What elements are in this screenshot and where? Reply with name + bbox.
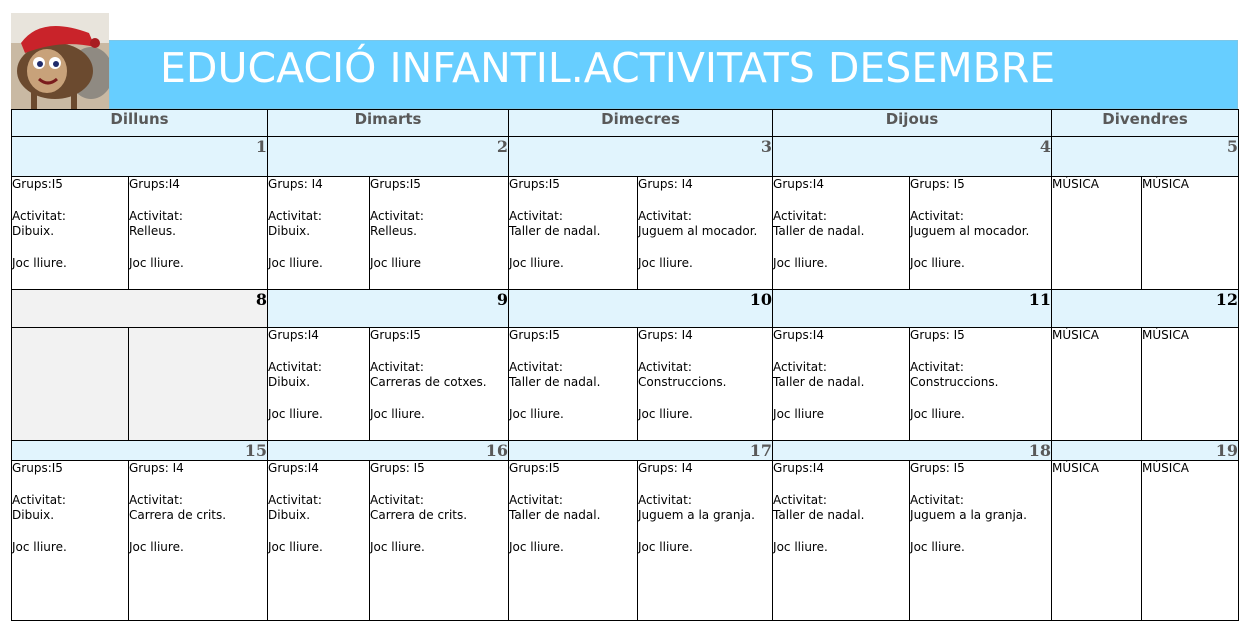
day-number: 5 xyxy=(1052,137,1239,177)
group-label: Grups:I4 xyxy=(268,461,319,475)
empty-cell xyxy=(12,328,129,441)
activity-label: Activitat: xyxy=(773,492,827,507)
activity-cell xyxy=(910,177,1052,290)
activity-cell xyxy=(773,177,910,290)
day-number: 2 xyxy=(268,137,509,177)
free-play-label: Joc lliure. xyxy=(509,406,564,421)
weekday-header: Divendres xyxy=(1052,110,1239,137)
day-number: 19 xyxy=(1052,441,1239,461)
activity-cell xyxy=(129,461,268,621)
activity-cell xyxy=(1142,328,1239,441)
activity-name: Carreras de cotxes. xyxy=(370,375,487,390)
group-label: Grups: I5 xyxy=(370,461,425,475)
activity-label: Activitat: xyxy=(12,208,66,223)
activity-label: Activitat: xyxy=(268,208,322,223)
activity-name: Taller de nadal. xyxy=(773,224,865,239)
group-label: Grups:I5 xyxy=(509,461,560,475)
group-label: Grups: I5 xyxy=(910,328,965,342)
activity-label: Activitat: xyxy=(910,208,964,223)
activity-name: Taller de nadal. xyxy=(509,508,601,523)
activity-label: Activitat: xyxy=(268,492,322,507)
day-number-row xyxy=(12,137,1239,177)
free-play-label: Joc lliure. xyxy=(773,539,828,554)
weekday-header-row xyxy=(12,110,1239,137)
activity-label: Activitat: xyxy=(370,208,424,223)
free-play-label: Joc lliure. xyxy=(129,539,184,554)
group-label: MÚSICA xyxy=(1142,177,1189,191)
free-play-label: Joc lliure. xyxy=(12,539,67,554)
group-label: Grups:I4 xyxy=(773,461,824,475)
activity-cell xyxy=(12,177,129,290)
activity-cell xyxy=(268,177,370,290)
activity-label: Activitat: xyxy=(129,492,183,507)
activity-label: Activitat: xyxy=(129,208,183,223)
tio-de-nadal-icon xyxy=(11,13,109,110)
activity-cell xyxy=(509,177,638,290)
group-label: Grups:I5 xyxy=(370,328,421,342)
activity-row xyxy=(12,328,1239,441)
activity-cell xyxy=(638,328,773,441)
day-number: 3 xyxy=(509,137,773,177)
activity-name: Juguem a la granja. xyxy=(638,508,755,523)
activity-name: Dibuix. xyxy=(268,508,311,523)
day-number: 18 xyxy=(773,441,1052,461)
free-play-label: Joc lliure. xyxy=(370,406,425,421)
activity-cell xyxy=(638,177,773,290)
logo-picture xyxy=(11,13,109,110)
day-number: 11 xyxy=(773,290,1052,328)
activity-name: Dibuix. xyxy=(268,224,311,239)
activity-cell xyxy=(129,177,268,290)
day-number: 4 xyxy=(773,137,1052,177)
free-play-label: Joc lliure. xyxy=(638,255,693,270)
day-number: 16 xyxy=(268,441,509,461)
group-label: Grups:I4 xyxy=(268,328,319,342)
group-label: Grups: I4 xyxy=(638,177,693,191)
group-label: Grups:I4 xyxy=(773,177,824,191)
group-label: Grups:I4 xyxy=(129,177,180,191)
weekday-header: Dimarts xyxy=(268,110,509,137)
free-play-label: Joc lliure. xyxy=(509,255,564,270)
day-number-row xyxy=(12,441,1239,461)
group-label: MÚSICA xyxy=(1142,461,1189,475)
free-play-label: Joc lliure. xyxy=(268,406,323,421)
activity-name: Construccions. xyxy=(910,375,999,390)
activity-cell xyxy=(12,461,129,621)
group-label: MÚSICA xyxy=(1052,328,1099,342)
calendar-table xyxy=(11,109,1239,621)
activity-cell xyxy=(1052,177,1142,290)
activity-name: Taller de nadal. xyxy=(509,224,601,239)
day-number: 17 xyxy=(509,441,773,461)
activity-label: Activitat: xyxy=(12,492,66,507)
activity-cell xyxy=(1142,177,1239,290)
free-play-label: Joc lliure. xyxy=(910,539,965,554)
activity-name: Carrera de crits. xyxy=(370,508,468,523)
activity-row xyxy=(12,461,1239,621)
activity-label: Activitat: xyxy=(370,359,424,374)
weekday-header: Dijous xyxy=(773,110,1052,137)
activity-name: Carrera de crits. xyxy=(129,508,227,523)
free-play-label: Joc lliure. xyxy=(268,539,323,554)
activity-name: Dibuix. xyxy=(12,224,55,239)
activity-cell xyxy=(509,328,638,441)
group-label: Grups:I5 xyxy=(509,177,560,191)
activity-name: Juguem al mocador. xyxy=(910,224,1030,239)
activity-cell xyxy=(910,328,1052,441)
free-play-label: Joc lliure. xyxy=(370,539,425,554)
free-play-label: Joc lliure xyxy=(370,255,421,270)
activity-cell xyxy=(370,177,509,290)
free-play-label: Joc lliure. xyxy=(910,255,965,270)
group-label: MÚSICA xyxy=(1052,461,1099,475)
activity-label: Activitat: xyxy=(638,492,692,507)
free-play-label: Joc lliure. xyxy=(773,255,828,270)
free-play-label: Joc lliure. xyxy=(638,539,693,554)
group-label: Grups: I5 xyxy=(910,177,965,191)
day-number: 1 xyxy=(12,137,268,177)
day-number: 8 xyxy=(12,290,268,328)
activity-calendar xyxy=(11,109,1238,621)
free-play-label: Joc lliure. xyxy=(129,255,184,270)
group-label: Grups: I4 xyxy=(638,328,693,342)
activity-row xyxy=(12,177,1239,290)
activity-name: Relleus. xyxy=(129,224,176,239)
day-number: 10 xyxy=(509,290,773,328)
activity-label: Activitat: xyxy=(268,359,322,374)
activity-label: Activitat: xyxy=(910,359,964,374)
activity-label: Activitat: xyxy=(509,208,563,223)
group-label: Grups:I4 xyxy=(773,328,824,342)
day-number-row xyxy=(12,290,1239,328)
free-play-label: Joc lliure. xyxy=(638,406,693,421)
activity-name: Juguem al mocador. xyxy=(638,224,758,239)
activity-cell xyxy=(509,461,638,621)
activity-name: Construccions. xyxy=(638,375,727,390)
group-label: Grups:I5 xyxy=(509,328,560,342)
day-number: 12 xyxy=(1052,290,1239,328)
group-label: MÚSICA xyxy=(1052,177,1099,191)
group-label: Grups:I5 xyxy=(12,177,63,191)
activity-name: Taller de nadal. xyxy=(509,375,601,390)
group-label: Grups: I4 xyxy=(129,461,184,475)
activity-cell xyxy=(773,461,910,621)
activity-cell xyxy=(268,461,370,621)
empty-cell xyxy=(129,328,268,441)
activity-name: Dibuix. xyxy=(12,508,55,523)
activity-cell xyxy=(268,328,370,441)
group-label: Grups: I4 xyxy=(268,177,323,191)
activity-cell xyxy=(1142,461,1239,621)
activity-cell xyxy=(638,461,773,621)
page-title: EDUCACIÓ INFANTIL.ACTIVITATS DESEMBRE xyxy=(160,44,1056,92)
group-label: Grups: I5 xyxy=(910,461,965,475)
day-number: 15 xyxy=(12,441,268,461)
free-play-label: Joc lliure. xyxy=(509,539,564,554)
activity-label: Activitat: xyxy=(509,492,563,507)
activity-name: Juguem a la granja. xyxy=(910,508,1027,523)
activity-label: Activitat: xyxy=(370,492,424,507)
activity-cell xyxy=(1052,461,1142,621)
activity-name: Taller de nadal. xyxy=(773,508,865,523)
activity-label: Activitat: xyxy=(773,359,827,374)
title-banner xyxy=(109,40,1238,109)
group-label: Grups:I5 xyxy=(12,461,63,475)
activity-label: Activitat: xyxy=(910,492,964,507)
group-label: Grups: I4 xyxy=(638,461,693,475)
free-play-label: Joc lliure. xyxy=(910,406,965,421)
activity-label: Activitat: xyxy=(638,208,692,223)
activity-name: Dibuix. xyxy=(268,375,311,390)
activity-cell xyxy=(773,328,910,441)
activity-label: Activitat: xyxy=(773,208,827,223)
day-number: 9 xyxy=(268,290,509,328)
weekday-header: Dilluns xyxy=(12,110,268,137)
activity-name: Relleus. xyxy=(370,224,417,239)
free-play-label: Joc lliure. xyxy=(12,255,67,270)
free-play-label: Joc lliure xyxy=(773,406,824,421)
activity-label: Activitat: xyxy=(509,359,563,374)
activity-cell xyxy=(370,328,509,441)
activity-cell xyxy=(910,461,1052,621)
activity-cell xyxy=(1052,328,1142,441)
weekday-header: Dimecres xyxy=(509,110,773,137)
activity-cell xyxy=(370,461,509,621)
group-label: MÚSICA xyxy=(1142,328,1189,342)
free-play-label: Joc lliure. xyxy=(268,255,323,270)
activity-name: Taller de nadal. xyxy=(773,375,865,390)
group-label: Grups:I5 xyxy=(370,177,421,191)
activity-label: Activitat: xyxy=(638,359,692,374)
